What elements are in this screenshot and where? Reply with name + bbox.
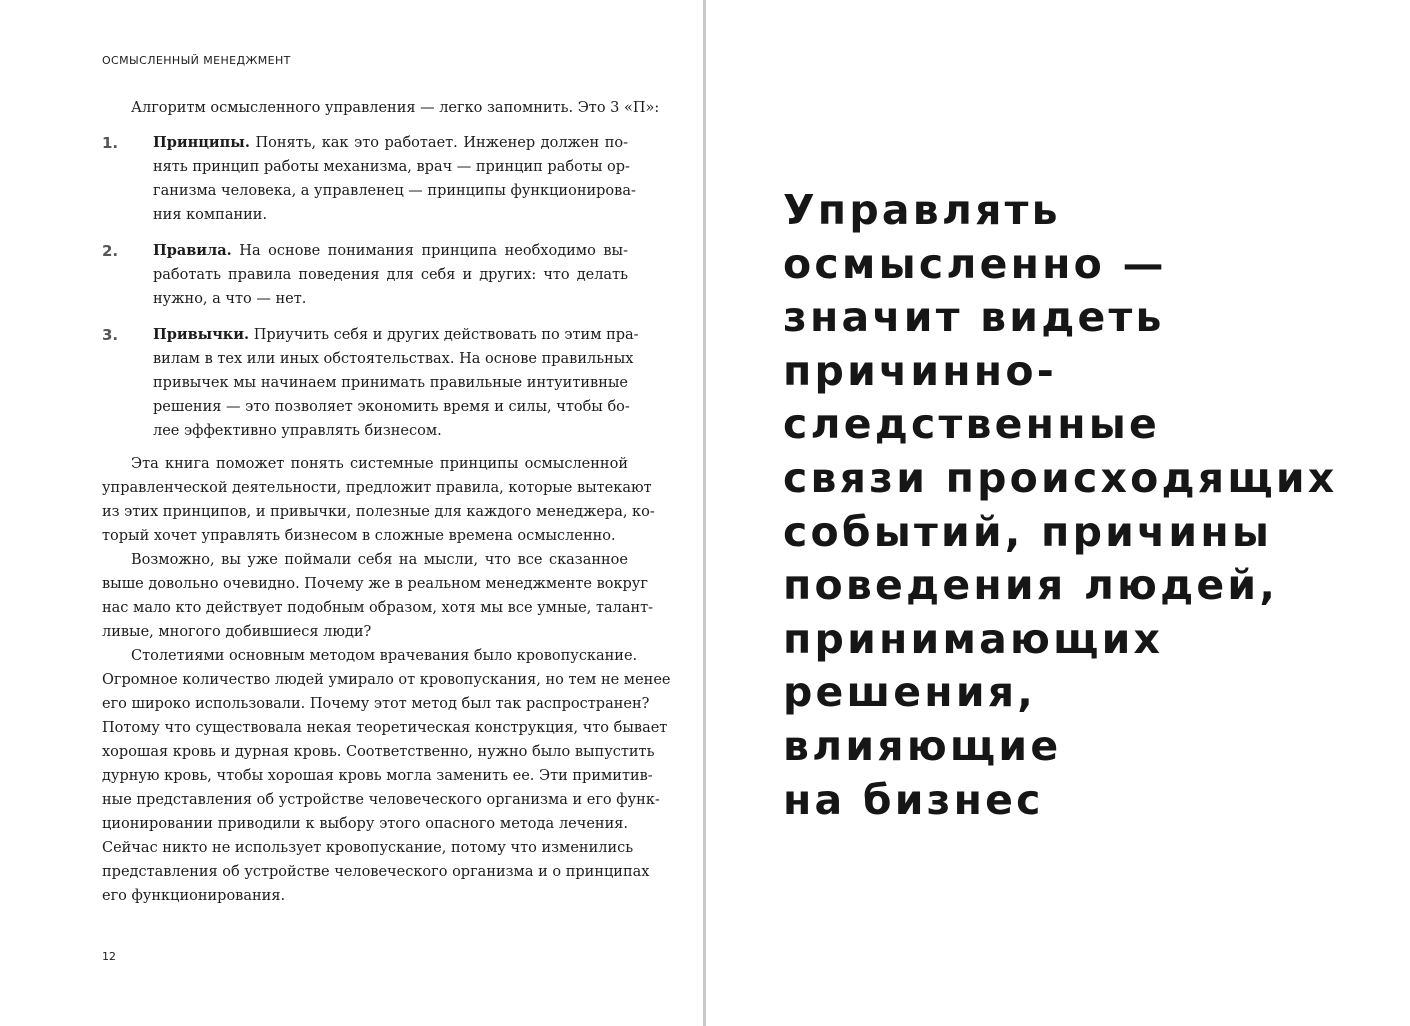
left-page xyxy=(0,0,704,1026)
quote-line: влияющие xyxy=(783,721,1062,770)
text-line: Возможно, вы уже поймали себя на мысли, что все сказанное xyxy=(131,552,628,568)
text-line: решения — это позволяет экономить время и силы, чтобы бо- xyxy=(153,399,630,415)
quote-line: принимающих xyxy=(783,614,1164,663)
list-number: 1. xyxy=(102,134,119,152)
list-term: Принципы. xyxy=(153,134,250,151)
text-line xyxy=(153,131,628,155)
text-line: ционировании приводили к выбору этого опасного метода лечения. xyxy=(102,816,628,832)
text-line: ганизма человека, а управленец — принципы функционирова- xyxy=(153,183,636,199)
text-line: ные представления об устройстве человеческого организма и его функ- xyxy=(102,792,660,808)
quote-line: Управлять xyxy=(783,186,1061,234)
page-number: 12 xyxy=(102,950,116,963)
text-line: из этих принципов, и привычки, полезные для каждого менеджера, ко- xyxy=(102,504,655,520)
text-line: управленческой деятельности, предложит правила, которые вытекают xyxy=(102,480,652,496)
text-line: Столетиями основным методом врачевания было кровопускание. xyxy=(131,648,638,664)
quote-line: значит видеть xyxy=(783,293,1165,342)
text-line: Потому что существовала некая теоретическая конструкция, что бывает xyxy=(102,720,668,736)
quote-line: причинно- xyxy=(783,346,1057,395)
quote-line: следственные xyxy=(783,400,1161,449)
list-number: 2. xyxy=(102,242,119,260)
running-title: ОСМЫСЛЕННЫЙ МЕНЕДЖМЕНТ xyxy=(102,54,291,67)
text-line: привычек мы начинаем принимать правильные интуитивные xyxy=(153,375,628,391)
text-line: вилам в тех или иных обстоятельствах. На основе правильных xyxy=(153,351,634,367)
list-text: Понять, как это работает. Инженер должен по- xyxy=(249,135,628,151)
text-line: Сейчас никто не использует кровопускание, потому что изменились xyxy=(102,840,634,856)
text-line: Огромное количество людей умирало от кровопускания, но тем не менее xyxy=(102,672,671,688)
text-line: ливые, многого добившиеся люди? xyxy=(102,624,372,640)
text-line: хорошая кровь и дурная кровь. Соответственно, нужно было выпустить xyxy=(102,744,655,760)
text-line: нас мало кто действует подобным образом, хотя мы все умные, талант- xyxy=(102,600,654,616)
text-line: нужно, а что — нет. xyxy=(153,291,307,307)
pull-quote xyxy=(783,184,1403,827)
quote-line: поведения людей, xyxy=(783,561,1279,610)
quote-line: осмысленно — xyxy=(783,239,1167,288)
quote-line: связи происходящих xyxy=(783,453,1338,502)
list-text: На основе понимания принципа необходимо вы- xyxy=(231,243,628,259)
text-line: представления об устройстве человеческого организма и о принципах xyxy=(102,864,650,880)
text-line: Алгоритм осмысленного управления — легко запомнить. Это 3 «П»: xyxy=(131,100,660,116)
text-line xyxy=(153,323,639,347)
text-line: выше довольно очевидно. Почему же в реальном менеджменте вокруг xyxy=(102,576,648,592)
text-line: дурную кровь, чтобы хорошая кровь могла заменить ее. Эти примитив- xyxy=(102,768,653,784)
list-term: Правила. xyxy=(153,242,232,259)
quote-line: событий, причины xyxy=(783,507,1273,556)
numbered-list xyxy=(102,131,639,441)
text-line: ния компании. xyxy=(153,207,268,223)
list-text: Приучить себя и других действовать по этим пра- xyxy=(249,327,639,343)
text-line: Эта книга поможет понять системные принципы осмысленной xyxy=(131,456,628,472)
text-line xyxy=(153,239,628,263)
quote-line: решения, xyxy=(783,668,1037,717)
text-line: его функционирования. xyxy=(102,888,286,904)
text-line: его широко использовали. Почему этот метод был так распространен? xyxy=(102,696,650,712)
quote-line: на бизнес xyxy=(783,775,1044,824)
body-text xyxy=(102,452,671,908)
intro-paragraph xyxy=(102,96,660,120)
list-term: Привычки. xyxy=(153,326,250,343)
text-line: работать правила поведения для себя и других: что делать xyxy=(153,267,628,283)
text-line: лее эффективно управлять бизнесом. xyxy=(153,423,442,439)
list-number: 3. xyxy=(102,326,119,344)
text-line: нять принцип работы механизма, врач — принцип работы ор- xyxy=(153,159,630,175)
text-line: торый хочет управлять бизнесом в сложные времена осмысленно. xyxy=(102,528,616,544)
